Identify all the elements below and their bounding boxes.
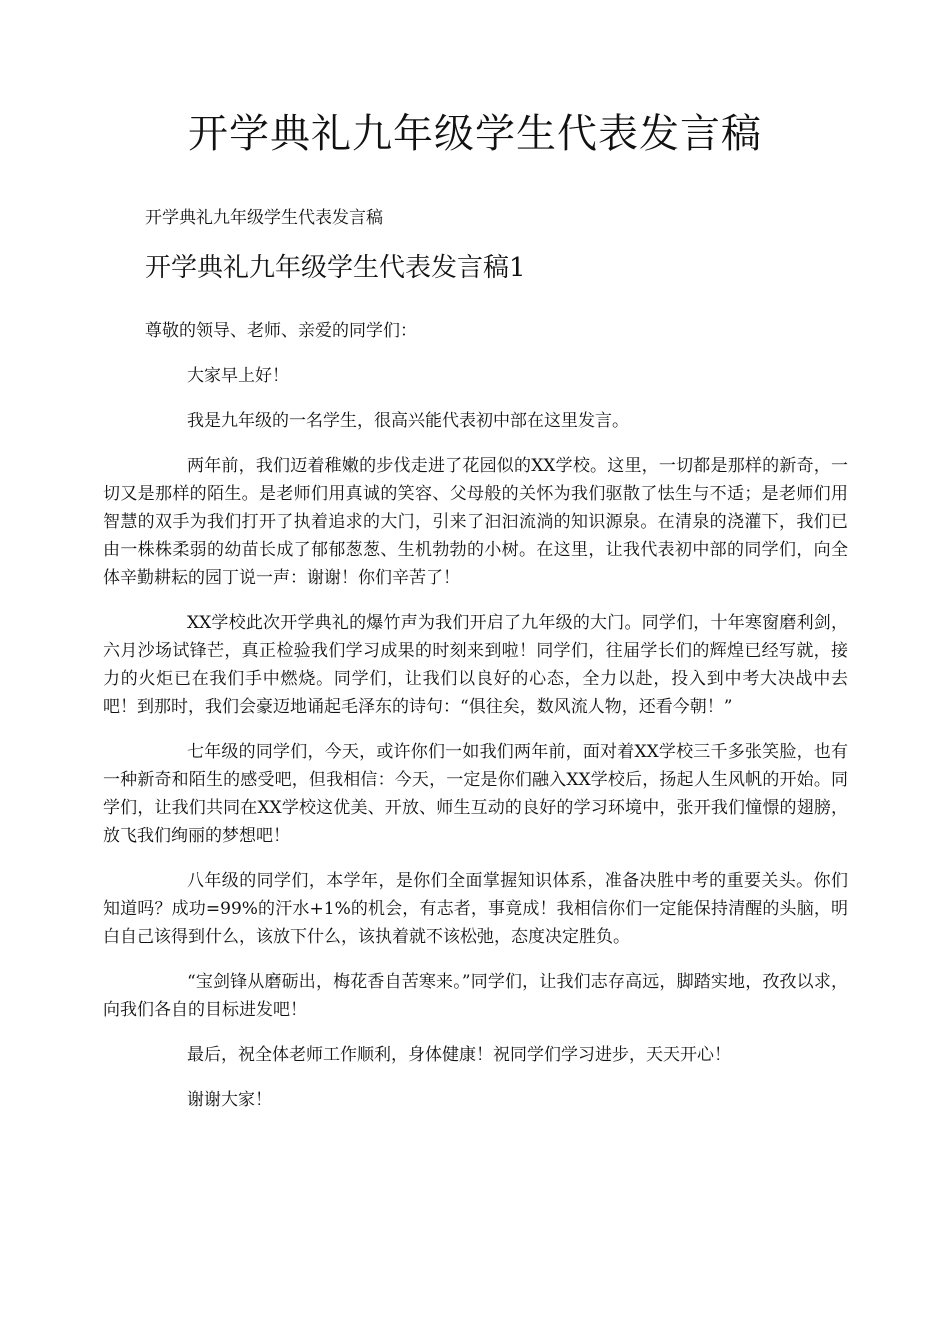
- paragraph: 最后，祝全体老师工作顺利，身体健康！祝同学们学习进步，天天开心！: [187, 1045, 731, 1065]
- speech-body: [103, 362, 848, 1131]
- paragraph: 大家早上好！: [187, 366, 289, 386]
- salutation: 尊敬的领导、老师、亲爱的同学们：: [145, 321, 417, 341]
- paragraph: “宝剑锋从磨砺出，梅花香自苦寒来。”同学们，让我们志存高远，脚踏实地，孜孜以求，向我们各自的目标进发吧！: [103, 972, 848, 1020]
- paragraph: 我是九年级的一名学生，很高兴能代表初中部在这里发言。: [187, 411, 629, 431]
- paragraph: 谢谢大家！: [187, 1090, 272, 1110]
- paragraph: 八年级的同学们，本学年，是你们全面掌握知识体系，准备决胜中考的重要关头。你们知道吗？成功=99%的汗水+1%的机会，有志者，事竟成！我相信你们一定能保持清醒的头脑，明白自己该得到什么，该放下什么，该执着就不该松弛，态度决定胜负。: [103, 871, 848, 947]
- paragraph: 两年前，我们迈着稚嫩的步伐走进了花园似的XX学校。这里，一切都是那样的新奇，一切又是那样的陌生。是老师们用真诚的笑容、父母般的关怀为我们驱散了怯生与不适；是老师们用智慧的双手为我们打开了执着追求的大门，引来了汩汩流淌的知识源泉。在清泉的浇灌下，我们已由一株株柔弱的幼苗长成了郁郁葱葱、生机勃勃的小树。在这里，让我代表初中部的同学们，向全体辛勤耕耘的园丁说一声：谢谢！你们辛苦了！: [103, 456, 848, 588]
- section-heading: 开学典礼九年级学生代表发言稿1: [145, 253, 526, 283]
- paragraph: 七年级的同学们，今天，或许你们一如我们两年前，面对着XX学校三千多张笑脸，也有一种新奇和陌生的感受吧，但我相信：今天，一定是你们融入XX学校后，扬起人生风帆的开始。同学们，让我们共同在XX学校这优美、开放、师生互动的良好的学习环境中，张开我们憧憬的翅膀，放飞我们绚丽的梦想吧！: [103, 742, 848, 846]
- document-title: 开学典礼九年级学生代表发言稿: [188, 111, 762, 157]
- document-subtitle: 开学典礼九年级学生代表发言稿: [145, 208, 383, 228]
- paragraph: XX学校此次开学典礼的爆竹声为我们开启了九年级的大门。同学们，十年寒窗磨利剑，六月沙场试锋芒，真正检验我们学习成果的时刻来到啦！同学们，往届学长们的辉煌已经写就，接力的火炬已在我们手中燃烧。同学们，让我们以良好的心态，全力以赴，投入到中考大决战中去吧！到那时，我们会豪迈地诵起毛泽东的诗句：“俱往矣，数风流人物，还看今朝！”: [103, 613, 848, 717]
